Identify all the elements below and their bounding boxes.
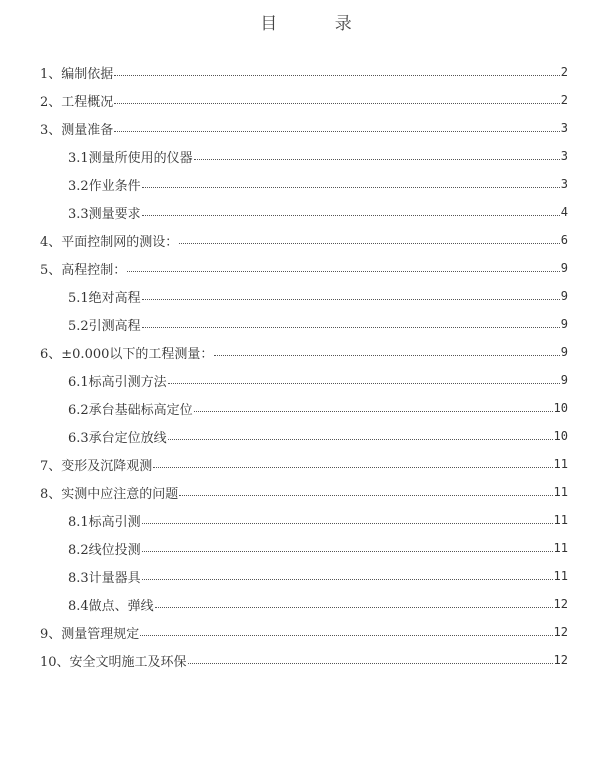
toc-entry-page: 11 bbox=[553, 485, 568, 499]
dot-leader bbox=[142, 186, 560, 188]
dot-leader bbox=[140, 634, 552, 636]
toc-entry-page: 2 bbox=[560, 65, 568, 79]
toc-entry-label: 5、高程控制： bbox=[40, 262, 127, 278]
toc-entry-page: 9 bbox=[560, 373, 568, 387]
dot-leader bbox=[114, 102, 559, 104]
toc-entry-page: 3 bbox=[560, 177, 568, 191]
page-title: 目 录 bbox=[260, 14, 378, 34]
toc-entry-label: 5.1绝对高程 bbox=[68, 290, 141, 306]
toc-entry-label: 10、安全文明施工及环保 bbox=[40, 654, 187, 670]
toc-entry[interactable] bbox=[0, 86, 612, 114]
toc-entry-page: 9 bbox=[560, 345, 568, 359]
toc-entry-label: 4、平面控制网的测设： bbox=[40, 234, 179, 250]
toc-entry-page: 10 bbox=[553, 401, 568, 415]
toc-entry-page: 12 bbox=[553, 597, 568, 611]
dot-leader bbox=[153, 466, 552, 468]
toc-entry[interactable] bbox=[0, 394, 612, 422]
dot-leader bbox=[179, 242, 559, 244]
toc-entry-label: 6、±0.000以下的工程测量： bbox=[40, 346, 214, 362]
toc-entry-label: 8.2线位投测 bbox=[68, 542, 141, 558]
dot-leader bbox=[142, 298, 560, 300]
toc-entry-page: 2 bbox=[560, 93, 568, 107]
toc-entry-page: 3 bbox=[560, 121, 568, 135]
table-of-contents bbox=[0, 58, 612, 674]
toc-entry-label: 8.1标高引测 bbox=[68, 514, 141, 530]
toc-entry-label: 3、测量准备 bbox=[40, 122, 114, 138]
toc-entry-page: 11 bbox=[553, 541, 568, 555]
toc-entry-page: 12 bbox=[553, 653, 568, 667]
dot-leader bbox=[194, 158, 560, 160]
toc-entry[interactable] bbox=[0, 338, 612, 366]
toc-entry[interactable] bbox=[0, 646, 612, 674]
toc-entry-page: 10 bbox=[553, 429, 568, 443]
toc-entry[interactable] bbox=[0, 254, 612, 282]
dot-leader bbox=[142, 214, 560, 216]
toc-entry-label: 3.2作业条件 bbox=[68, 178, 141, 194]
toc-entry-page: 4 bbox=[560, 205, 568, 219]
toc-entry[interactable] bbox=[0, 198, 612, 226]
dot-leader bbox=[179, 494, 552, 496]
toc-entry-label: 9、测量管理规定 bbox=[40, 626, 140, 642]
dot-leader bbox=[214, 354, 559, 356]
toc-entry-page: 11 bbox=[553, 513, 568, 527]
toc-entry-page: 12 bbox=[553, 625, 568, 639]
toc-entry[interactable] bbox=[0, 114, 612, 142]
toc-entry[interactable] bbox=[0, 58, 612, 86]
toc-entry[interactable] bbox=[0, 618, 612, 646]
toc-entry-label: 2、工程概况 bbox=[40, 94, 114, 110]
toc-entry[interactable] bbox=[0, 590, 612, 618]
toc-entry-label: 8、实测中应注意的问题 bbox=[40, 486, 179, 502]
dot-leader bbox=[142, 522, 553, 524]
toc-entry-label: 5.2引测高程 bbox=[68, 318, 141, 334]
toc-entry-page: 9 bbox=[560, 317, 568, 331]
dot-leader bbox=[114, 74, 559, 76]
dot-leader bbox=[168, 438, 553, 440]
toc-entry-page: 9 bbox=[560, 261, 568, 275]
dot-leader bbox=[188, 662, 553, 664]
toc-entry-page: 3 bbox=[560, 149, 568, 163]
toc-entry[interactable] bbox=[0, 170, 612, 198]
toc-entry-label: 6.2承台基础标高定位 bbox=[68, 402, 193, 418]
toc-entry-label: 8.4做点、弹线 bbox=[68, 598, 154, 614]
toc-entry[interactable] bbox=[0, 506, 612, 534]
toc-entry[interactable] bbox=[0, 282, 612, 310]
toc-entry-page: 9 bbox=[560, 289, 568, 303]
toc-entry[interactable] bbox=[0, 422, 612, 450]
dot-leader bbox=[142, 550, 553, 552]
toc-entry-label: 1、编制依据 bbox=[40, 66, 114, 82]
toc-entry-label: 7、变形及沉降观测 bbox=[40, 458, 153, 474]
toc-entry[interactable] bbox=[0, 450, 612, 478]
toc-entry-page: 11 bbox=[553, 569, 568, 583]
dot-leader bbox=[155, 606, 553, 608]
toc-entry[interactable] bbox=[0, 366, 612, 394]
toc-entry-page: 6 bbox=[560, 233, 568, 247]
toc-entry[interactable] bbox=[0, 534, 612, 562]
dot-leader bbox=[127, 270, 559, 272]
dot-leader bbox=[194, 410, 553, 412]
dot-leader bbox=[142, 326, 560, 328]
toc-entry-label: 3.1测量所使用的仪器 bbox=[68, 150, 193, 166]
dot-leader bbox=[114, 130, 559, 132]
toc-entry-page: 11 bbox=[553, 457, 568, 471]
toc-entry[interactable] bbox=[0, 310, 612, 338]
toc-entry-label: 8.3计量器具 bbox=[68, 570, 141, 586]
toc-entry-label: 3.3测量要求 bbox=[68, 206, 141, 222]
dot-leader bbox=[168, 382, 560, 384]
toc-entry[interactable] bbox=[0, 226, 612, 254]
toc-entry-label: 6.3承台定位放线 bbox=[68, 430, 167, 446]
toc-entry[interactable] bbox=[0, 562, 612, 590]
toc-entry-label: 6.1标高引测方法 bbox=[68, 374, 167, 390]
toc-entry[interactable] bbox=[0, 478, 612, 506]
dot-leader bbox=[142, 578, 553, 580]
toc-entry[interactable] bbox=[0, 142, 612, 170]
